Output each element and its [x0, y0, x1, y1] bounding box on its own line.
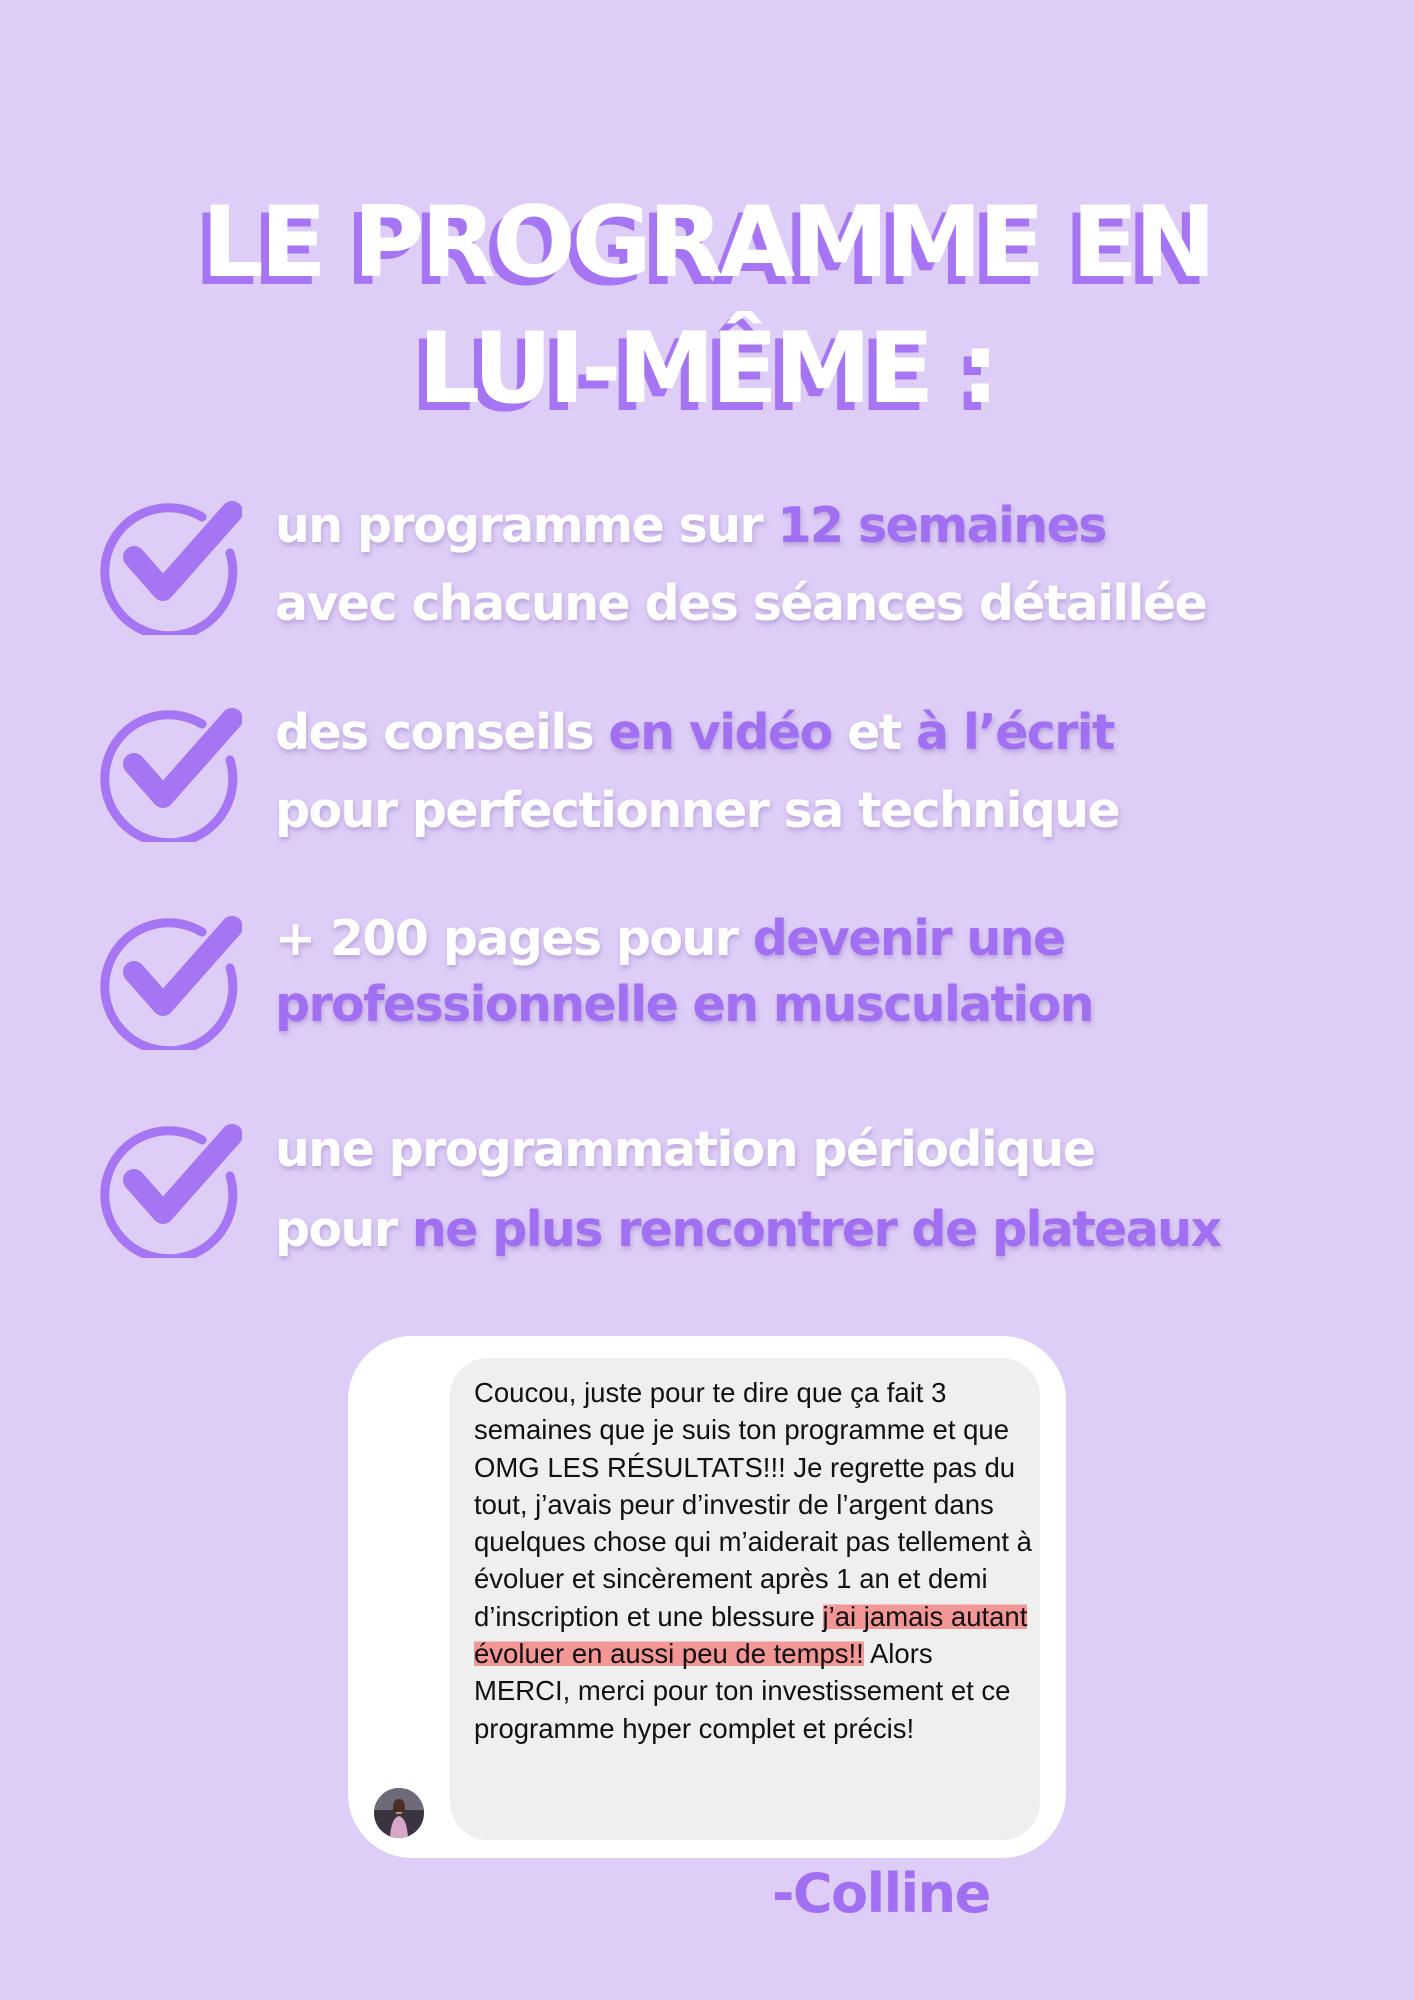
feature-text-highlight: 12 semaines — [777, 497, 1106, 554]
message-highlight: j’ai jamais autant évoluer en aussi peu de temps!! — [474, 1600, 1028, 1670]
check-circle-icon — [94, 487, 242, 635]
testimonial-signature: -Colline — [772, 1862, 990, 1925]
feature-text-plain: + 200 pages pour — [275, 910, 753, 967]
feature-text — [275, 1110, 1220, 1270]
feature-text-plain: et — [831, 704, 917, 761]
feature-text-line-2: professionnelle en musculation — [275, 976, 1093, 1033]
message-text: Coucou, juste pour te dire que ça fait 3 semaines que je suis ton programme et que OMG LES RÉSULTATS!!! Je regrette pas du tout, j’avais peur d’investir de l’argent dans quelques chose qui m’aiderait pas tellement à évoluer et sincèrement après 1 an et demi d’inscription et une blessure — [474, 1377, 1032, 1632]
feature-text-line-1: une programmation périodique — [275, 1121, 1095, 1178]
feature-text — [275, 487, 1206, 643]
testimonial-message — [474, 1374, 1034, 1747]
feature-text-plain: des conseils — [275, 704, 609, 761]
feature-item-periodization — [0, 1110, 1414, 1270]
testimonial-card — [348, 1336, 1066, 1858]
avatar — [374, 1788, 424, 1838]
feature-text-plain: un programme sur — [275, 497, 778, 554]
check-circle-icon — [94, 902, 242, 1050]
message-bubble — [450, 1358, 1040, 1840]
feature-text-highlight: devenir une — [752, 910, 1065, 967]
check-circle-icon — [94, 694, 242, 842]
title-line-2: LUI-MÊME : — [418, 312, 996, 426]
feature-item-pages — [0, 902, 1414, 1062]
check-circle-icon — [94, 1110, 242, 1258]
page-title — [0, 180, 1414, 432]
feature-item-weeks — [0, 487, 1414, 647]
feature-text-line-2: avec chacune des séances détaillée — [275, 575, 1207, 632]
feature-text-highlight: à l’écrit — [916, 704, 1114, 761]
feature-item-advice — [0, 694, 1414, 854]
feature-text-line-2: pour perfectionner sa technique — [275, 782, 1120, 839]
feature-text-plain: pour — [275, 1201, 412, 1258]
title-line-1: LE PROGRAMME EN — [201, 186, 1213, 300]
feature-text-highlight: ne plus rencontrer de plateaux — [411, 1201, 1221, 1258]
message-text: Alors MERCI, merci pour ton investissement et ce programme hyper complet et précis! — [474, 1638, 1011, 1744]
feature-text — [275, 694, 1119, 850]
feature-text-highlight: en vidéo — [608, 704, 832, 761]
feature-text — [275, 906, 1093, 1038]
